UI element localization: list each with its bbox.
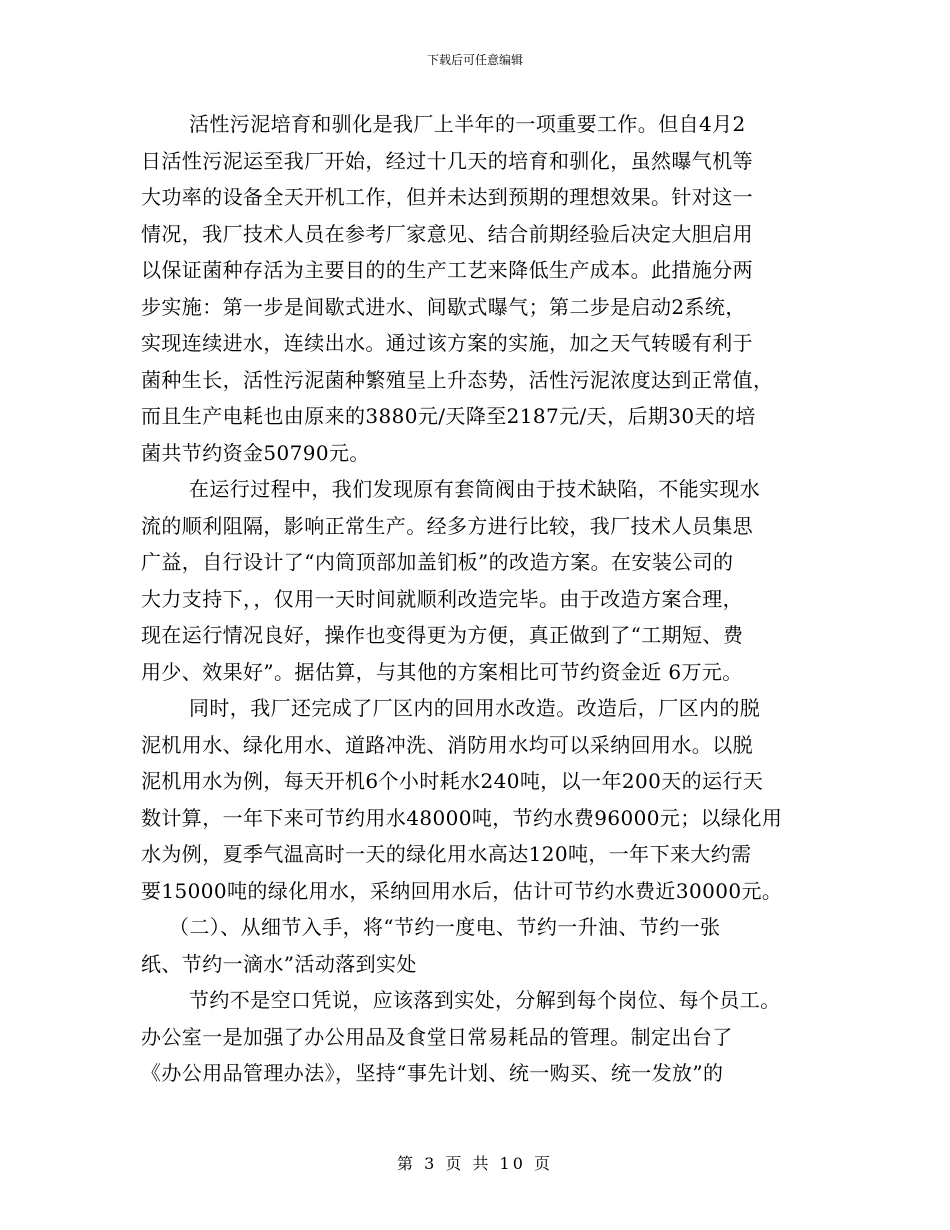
text-line: 办公室一是加强了办公用品及食堂日常易耗品的管理。制定出台了 bbox=[141, 1024, 733, 1049]
section-heading bbox=[141, 909, 811, 982]
text-line: 而且生产电耗也由原来的3880元/天降至2187元/天，后期30天的培 bbox=[141, 404, 756, 428]
text-line: 泥机用水为例，每天开机6个小时耗水240吨，以一年200天的运行天 bbox=[141, 769, 764, 793]
text-line: 同时，我厂还完成了厂区内的回用水改造。改造后，厂区内的脱 bbox=[189, 696, 761, 720]
text-line: 情况，我厂技术人员在参考厂家意见、结合前期经验后决定大胆启用 bbox=[141, 221, 753, 246]
text-line: 日活性污泥运至我厂开始，经过十几天的培育和驯化，虽然曝气机等 bbox=[141, 148, 753, 173]
heading-line: （二）、从细节入手，将“节约一度电、节约一升油、节约一张 bbox=[169, 915, 721, 939]
paragraph bbox=[141, 690, 811, 909]
paragraph bbox=[141, 106, 811, 471]
text-line: 节约不是空口凭说，应该落到实处，分解到每个岗位、每个员工。 bbox=[189, 988, 781, 1012]
text-line: 水为例，夏季气温高时一天的绿化用水高达120吨，一年下来大约需 bbox=[141, 842, 752, 866]
paragraph bbox=[141, 471, 811, 690]
page-footer: 第 3 页 共 10 页 bbox=[397, 1154, 553, 1173]
page-header: 下载后可任意编辑 bbox=[426, 53, 523, 67]
text-line: 菌种生长，活性污泥菌种繁殖呈上升态势，活性污泥浓度达到正常值， bbox=[141, 367, 774, 392]
text-line: 以保证菌种存活为主要目的的生产工艺来降低生产成本。此措施分两 bbox=[141, 258, 753, 282]
text-line: 菌共节约资金50790元。 bbox=[141, 440, 370, 465]
text-line: 要15000吨的绿化用水，采纳回用水后，估计可节约水费近30000元。 bbox=[141, 878, 783, 903]
text-line: 步实施：第一步是间歇式进水、间歇式曝气；第二步是启动2系统， bbox=[141, 294, 746, 319]
text-line: 大力支持下，，仅用一天时间就顺利改造完毕。由于改造方案合理， bbox=[141, 586, 743, 611]
text-line: 大功率的设备全天开机工作，但并未达到预期的理想效果。针对这一 bbox=[141, 185, 753, 209]
text-line: 数计算，一年下来可节约用水48000吨，节约水费96000元；以绿化用 bbox=[141, 805, 783, 830]
paragraph bbox=[141, 982, 811, 1092]
text-line: 在运行过程中，我们发现原有套筒阀由于技术缺陷，不能实现水 bbox=[189, 477, 761, 501]
text-line: 《办公用品管理办法》，坚持“事先计划、统一购买、统一发放”的 bbox=[141, 1061, 724, 1085]
text-line: 流的顺利阻隔，影响正常生产。经多方进行比较，我厂技术人员集思 bbox=[141, 513, 753, 538]
text-line: 活性污泥培育和驯化是我厂上半年的一项重要工作。但自4月2 bbox=[189, 112, 746, 136]
text-line: 用少、效果好”。据估算，与其他的方案相比可节约资金近 6万元。 bbox=[141, 659, 743, 684]
heading-line: 纸、节约一滴水”活动落到实处 bbox=[141, 951, 417, 976]
text-line: 现在运行情况良好，操作也变得更为方便，真正做到了“工期短、费 bbox=[141, 623, 744, 647]
text-line: 泥机用水、绿化用水、道路冲洗、消防用水均可以采纳回用水。以脱 bbox=[141, 732, 753, 757]
text-line: 广益，自行设计了“内筒顶部加盖钔板”的改造方案。在安装公司的 bbox=[141, 550, 734, 574]
document-body bbox=[141, 106, 811, 1092]
text-line: 实现连续进水，连续出水。通过该方案的实施，加之天气转暖有利于 bbox=[141, 331, 753, 355]
